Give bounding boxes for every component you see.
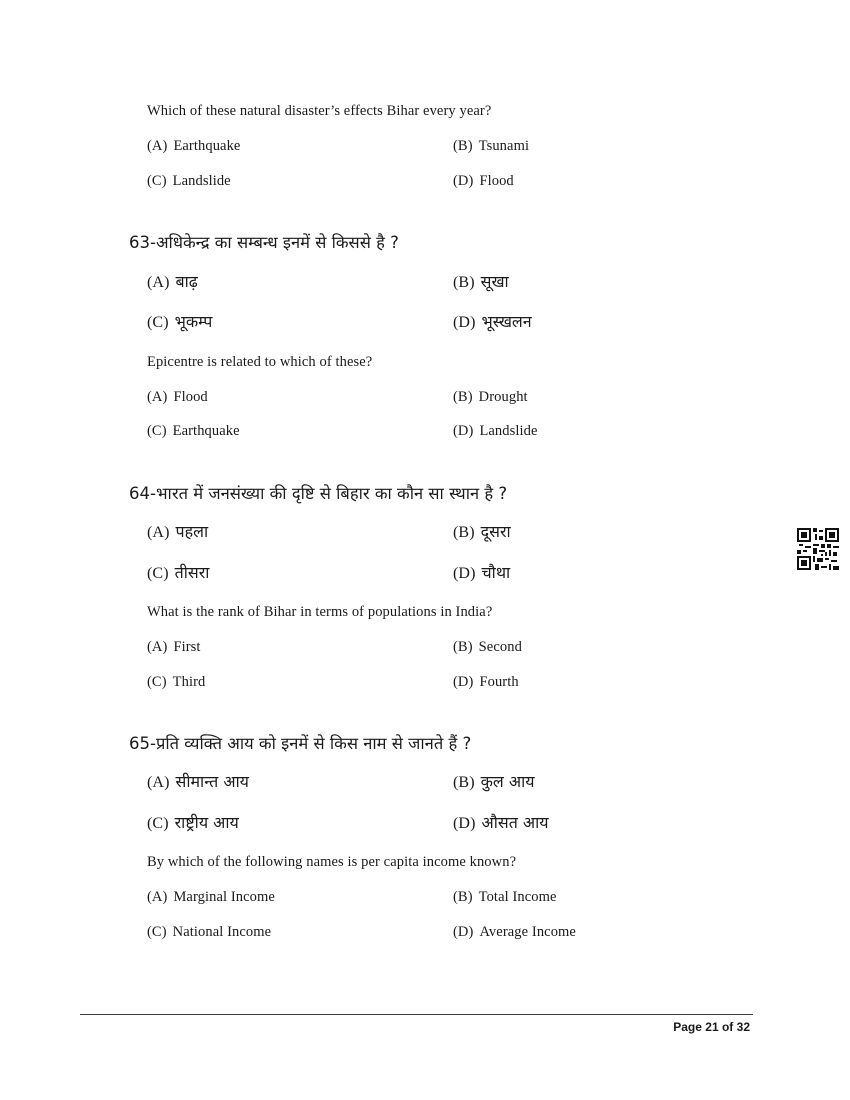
q64-hi-option-d: (D) चौथा xyxy=(453,563,511,582)
q63-hi-option-a: (A) बाढ़ xyxy=(147,272,198,291)
q64-question-en: What is the rank of Bihar in terms of populations in India? xyxy=(147,604,493,620)
q63-question-hi: 63-अधिकेन्द्र का सम्बन्ध इनमें से किससे है ? xyxy=(129,233,399,252)
page-number: Page 21 of 32 xyxy=(673,1020,750,1034)
q65-question-hi: 65-प्रति व्यक्ति आय को इनमें से किस नाम से जानते हैं ? xyxy=(129,734,472,753)
footer-divider xyxy=(80,1014,753,1015)
q63-en-option-d: (D) Landslide xyxy=(453,423,538,439)
q65-hi-option-c: (C) राष्ट्रीय आय xyxy=(147,813,239,832)
q63-hi-option-c: (C) भूकम्प xyxy=(147,312,213,331)
q62-question-en: Which of these natural disaster’s effects Bihar every year? xyxy=(147,103,492,119)
q64-question-hi: 64-भारत में जनसंख्या की दृष्टि से बिहार का कौन सा स्थान है ? xyxy=(129,484,508,503)
q63-question-en: Epicentre is related to which of these? xyxy=(147,354,373,370)
q64-en-option-b: (B) Second xyxy=(453,639,522,655)
q62-option-a: (A) Earthquake xyxy=(147,138,241,154)
q65-en-option-b: (B) Total Income xyxy=(453,889,557,905)
q65-en-option-c: (C) National Income xyxy=(147,924,272,940)
q64-hi-option-b: (B) दूसरा xyxy=(453,522,511,541)
q64-hi-option-a: (A) पहला xyxy=(147,522,209,541)
q64-en-option-a: (A) First xyxy=(147,639,201,655)
q65-question-en: By which of the following names is per capita income known? xyxy=(147,854,517,870)
q63-en-option-c: (C) Earthquake xyxy=(147,423,240,439)
q65-en-option-d: (D) Average Income xyxy=(453,924,576,940)
q63-hi-option-d: (D) भूस्खलन xyxy=(453,312,532,331)
q65-en-option-a: (A) Marginal Income xyxy=(147,889,275,905)
q62-option-b: (B) Tsunami xyxy=(453,138,530,154)
q64-hi-option-c: (C) तीसरा xyxy=(147,563,210,582)
qr-code-icon xyxy=(797,528,839,570)
q63-hi-option-b: (B) सूखा xyxy=(453,272,509,291)
q64-en-option-c: (C) Third xyxy=(147,674,206,690)
q63-en-option-a: (A) Flood xyxy=(147,389,208,405)
q62-option-d: (D) Flood xyxy=(453,173,514,189)
q65-hi-option-a: (A) सीमान्त आय xyxy=(147,772,249,791)
q63-en-option-b: (B) Drought xyxy=(453,389,528,405)
q64-en-option-d: (D) Fourth xyxy=(453,674,519,690)
q65-hi-option-b: (B) कुल आय xyxy=(453,772,535,791)
q62-option-c: (C) Landslide xyxy=(147,173,231,189)
q65-hi-option-d: (D) औसत आय xyxy=(453,813,549,832)
